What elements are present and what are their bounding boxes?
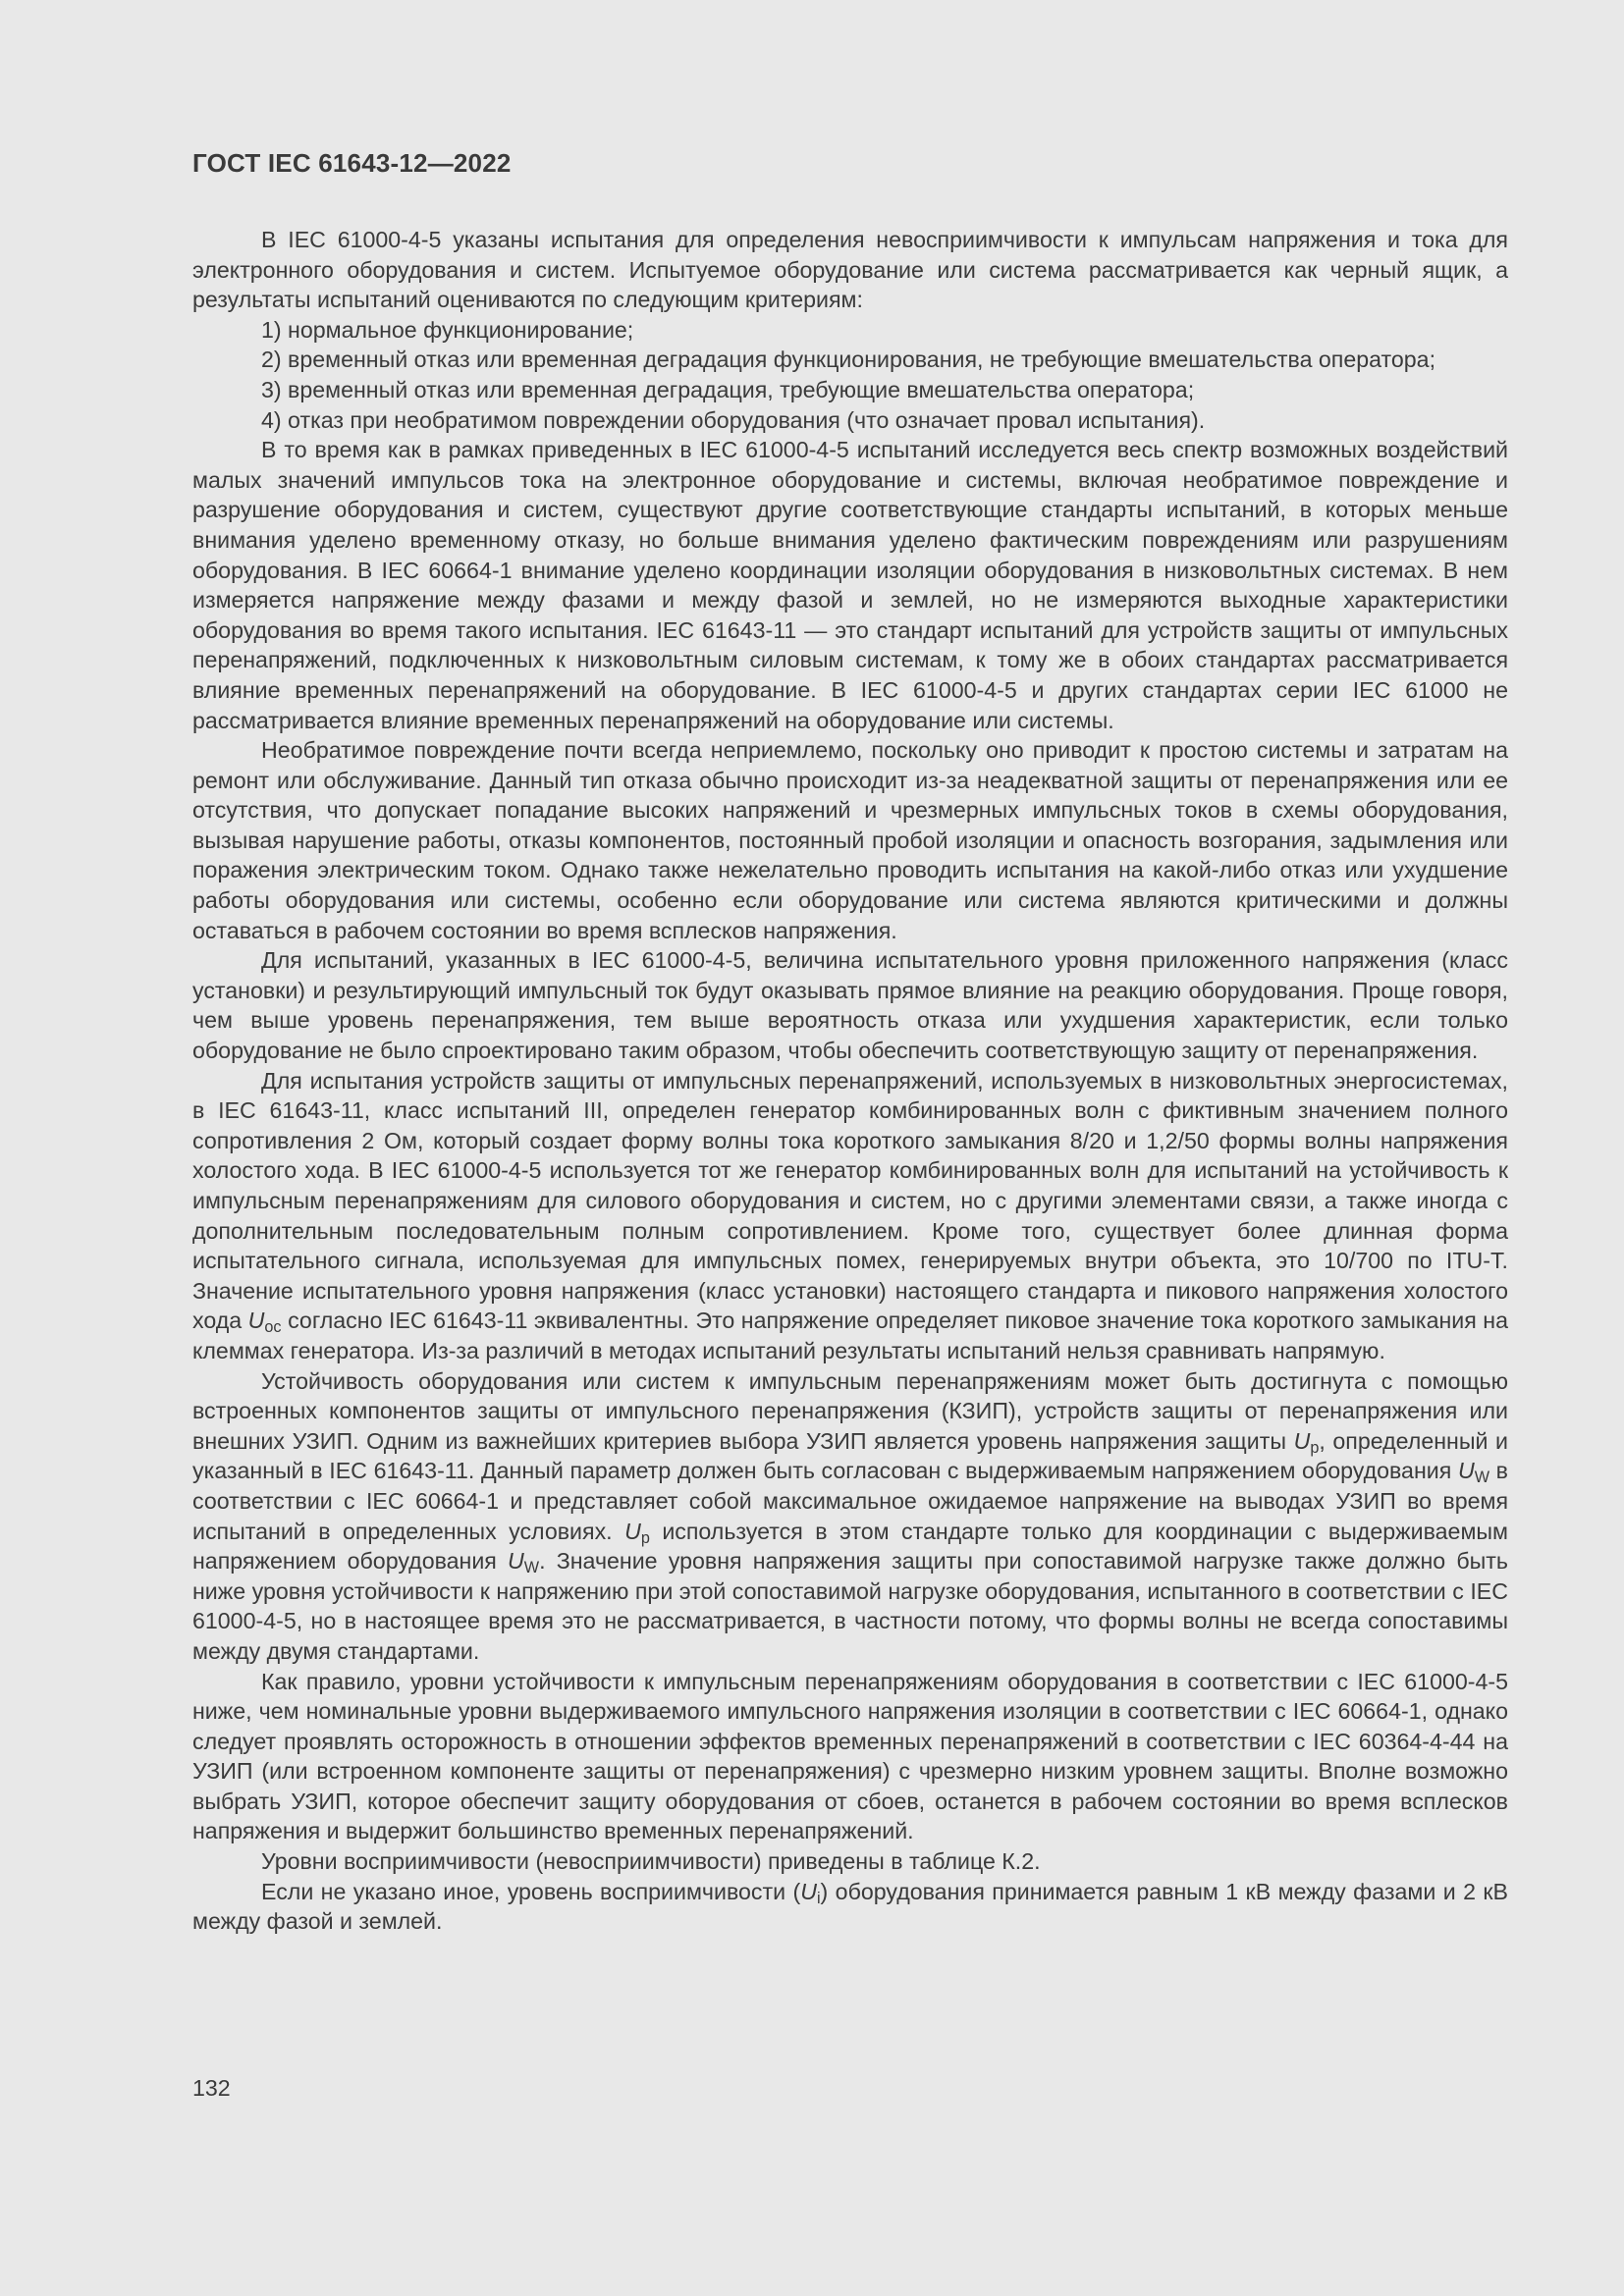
criteria-item-4: 4) отказ при необратимом повреждении оборудования (что означает провал испытания). xyxy=(261,406,1206,433)
symbol-u-p-2: U xyxy=(624,1518,641,1544)
subscript-p: p xyxy=(1310,1438,1320,1457)
paragraph-standards-comparison: В то время как в рамках приведенных в IEC 61000-4-5 испытаний исследуется весь спектр возможных воздействий малых значений импульсов тока на электронное оборудование и системы, включая необратимое повреждение и разрушение оборудования и систем, существуют другие соответствующие стандарты испытаний, в которых меньше внимания уделено временному отказу, но больше внимания уделено фактическим повреждениям или разрушениям оборудования. В IEC 60664-1 внимание уделено координации изоляции оборудования в низковольтных системах. В нем измеряется напряжение между фазами и между фазой и землей, но не измеряются выходные характеристики оборудования во время такого испытания. IEC 61643-11 — это стандарт испытаний для устройств защиты от импульсных перенапряжений, подключенных к низковольтным силовым системам, к тому же в обоих стандартах рассматривается влияние временных перенапряжений на оборудование. В IEC 61000-4-5 и других стандартах серии IEC 61000 не рассматривается влияние временных перенапряжений на оборудование или системы. xyxy=(192,437,1508,733)
spd-text-b: , определенный и указанный в IEC 61643-11. Данный параметр должен быть согласован с выдерживаемым напряжением оборудования xyxy=(192,1427,1509,1484)
symbol-u-w: U xyxy=(1457,1458,1475,1484)
spd-text-d: используется в этом стандарте только для координации с выдерживаемым напряжением оборудования xyxy=(192,1518,1508,1575)
subscript-p-2: p xyxy=(640,1528,650,1547)
symbol-u-w-2: U xyxy=(508,1548,524,1575)
default-level-text-b: ) оборудования принимается равным 1 кВ между фазами и 2 кВ между фазой и землей. xyxy=(192,1878,1508,1935)
combination-wave-text-a: Для испытания устройств защиты от импульсных перенапряжений, используемых в низковольтных энергосистемах, в IEC 61643-11, класс испытаний III, определен генератор комбинированных волн с фиктивным значением полного сопротивления 2 Ом, который создает форму волны тока короткого замыкания 8/20 и 1,2/50 формы волны напряжения холостого хода. В IEC 61000-4-5 используется тот же генератор комбинированных волн для испытаний на устойчивость к импульсным перенапряжениям для силового оборудования и систем, но с другими элементами связи, а также иногда с дополнительным последовательным полным сопротивлением. Кроме того, существует более длинная форма испытательного сигнала, используемая для импульсных помех, генерируемых внутри объекта, это 10/700 по ITU-T. Значение испытательного уровня напряжения (класс установки) настоящего стандарта и пикового напряжения холостого хода xyxy=(192,1067,1508,1334)
spd-text-c: в соответствии с IEC 60664-1 и представляет собой максимальное ожидаемое напряжение на выводах УЗИП во время испытаний в определенных условиях. xyxy=(192,1458,1508,1544)
criteria-item-1: 1) нормальное функционирование; xyxy=(261,316,634,343)
paragraph-combination-wave xyxy=(192,1066,1508,1366)
symbol-u: U xyxy=(247,1308,265,1334)
symbol-u-i: U xyxy=(800,1878,817,1904)
subscript-i: i xyxy=(816,1889,821,1907)
paragraph-spd-selection xyxy=(192,1366,1508,1667)
paragraph-table-reference: Уровни восприимчивости (невосприимчивости) приведены в таблице К.2. xyxy=(261,1848,1041,1875)
subscript-oc: oc xyxy=(264,1318,282,1337)
document-header: ГОСТ IEC 61643-12—2022 xyxy=(192,148,512,178)
subscript-w: W xyxy=(1474,1468,1490,1487)
paragraph-irreversible-damage: Необратимое повреждение почти всегда неприемлемо, поскольку оно приводит к простою системы и затратам на ремонт или обслуживание. Данный тип отказа обычно происходит из-за неадекватной защиты от перенапряжения или ее отсутствия, что допускает попадание высоких напряжений и чрезмерных импульсных токов в схемы оборудования, вызывая нарушение работы, отказы компонентов, постоянный пробой изоляции и опасность возгорания, задымления или поражения электрическим током. Однако также нежелательно проводить испытания на какой-либо отказ или ухудшение работы оборудования или системы, особенно если оборудование или система являются критическими и должны оставаться в рабочем состоянии во время всплесков напряжения. xyxy=(192,737,1508,943)
criteria-item-3: 3) временный отказ или временная деградация, требующие вмешательства оператора; xyxy=(261,376,1195,402)
page-number: 132 xyxy=(192,2075,231,2101)
document-body xyxy=(192,225,1508,1937)
paragraph-test-level: Для испытаний, указанных в IEC 61000-4-5, величина испытательного уровня приложенного напряжения (класс установки) и результирующий импульсный ток будут оказывать прямое влияние на реакцию оборудования. Проще говоря, чем выше уровень перенапряжения, тем выше вероятность отказа или ухудшения характеристик, если только оборудование не было спроектировано таким образом, чтобы обеспечить соответствующую защиту от перенапряжения. xyxy=(192,947,1508,1064)
criteria-item-2: 2) временный отказ или временная деградация функционирования, не требующие вмешательства оператора; xyxy=(261,347,1436,373)
subscript-w-2: W xyxy=(523,1559,540,1577)
combination-wave-text-b: согласно IEC 61643-11 эквивалентны. Это напряжение определяет пиковое значение тока короткого замыкания на клеммах генератора. Из-за различий в методах испытаний результаты испытаний нельзя сравнивать напрямую. xyxy=(192,1308,1509,1363)
spd-text-e: . Значение уровня напряжения защиты при сопоставимой нагрузке также должно быть ниже уровня устойчивости к напряжению при этой сопоставимой нагрузке оборудования, испытанного в соответствии с IEC 61000-4-5, но в настоящее время это не рассматривается, в частности потому, что формы волны не всегда сопоставимы между двумя стандартами. xyxy=(192,1548,1508,1664)
default-level-text-a: Если не указано иное, уровень восприимчивости ( xyxy=(261,1878,801,1904)
symbol-u-p: U xyxy=(1293,1427,1311,1454)
spd-text-a: Устойчивость оборудования или систем к импульсным перенапряжениям может быть достигнута с помощью встроенных компонентов защиты от импульсного перенапряжения (КЗИП), устройств защиты от перенапряжения или внешних УЗИП. Одним из важнейших критериев выбора УЗИП является уровень напряжения защиты xyxy=(192,1367,1508,1454)
paragraph-intro: В IEC 61000-4-5 указаны испытания для определения невосприимчивости к импульсам напряжения и тока для электронного оборудования и систем. Испытуемое оборудование или система рассматривается как черный ящик, а результаты испытаний оцениваются по следующим критериям: xyxy=(192,227,1508,313)
paragraph-default-level xyxy=(192,1877,1508,1937)
paragraph-immunity-levels: Как правило, уровни устойчивости к импульсным перенапряжениям оборудования в соответствии с IEC 61000-4-5 ниже, чем номинальные уровни выдерживаемого импульсного напряжения изоляции в соответствии с IEC 60664-1, однако следует проявлять осторожность в отношении эффектов временных перенапряжений в соответствии с IEC 60364-4-44 на УЗИП (или встроенном компоненте защиты от перенапряжения) с чрезмерно низким уровнем защиты. Вполне возможно выбрать УЗИП, которое обеспечит защиту оборудования от сбоев, останется в рабочем состоянии во время всплесков напряжения и выдержит большинство временных перенапряжений. xyxy=(192,1668,1508,1844)
